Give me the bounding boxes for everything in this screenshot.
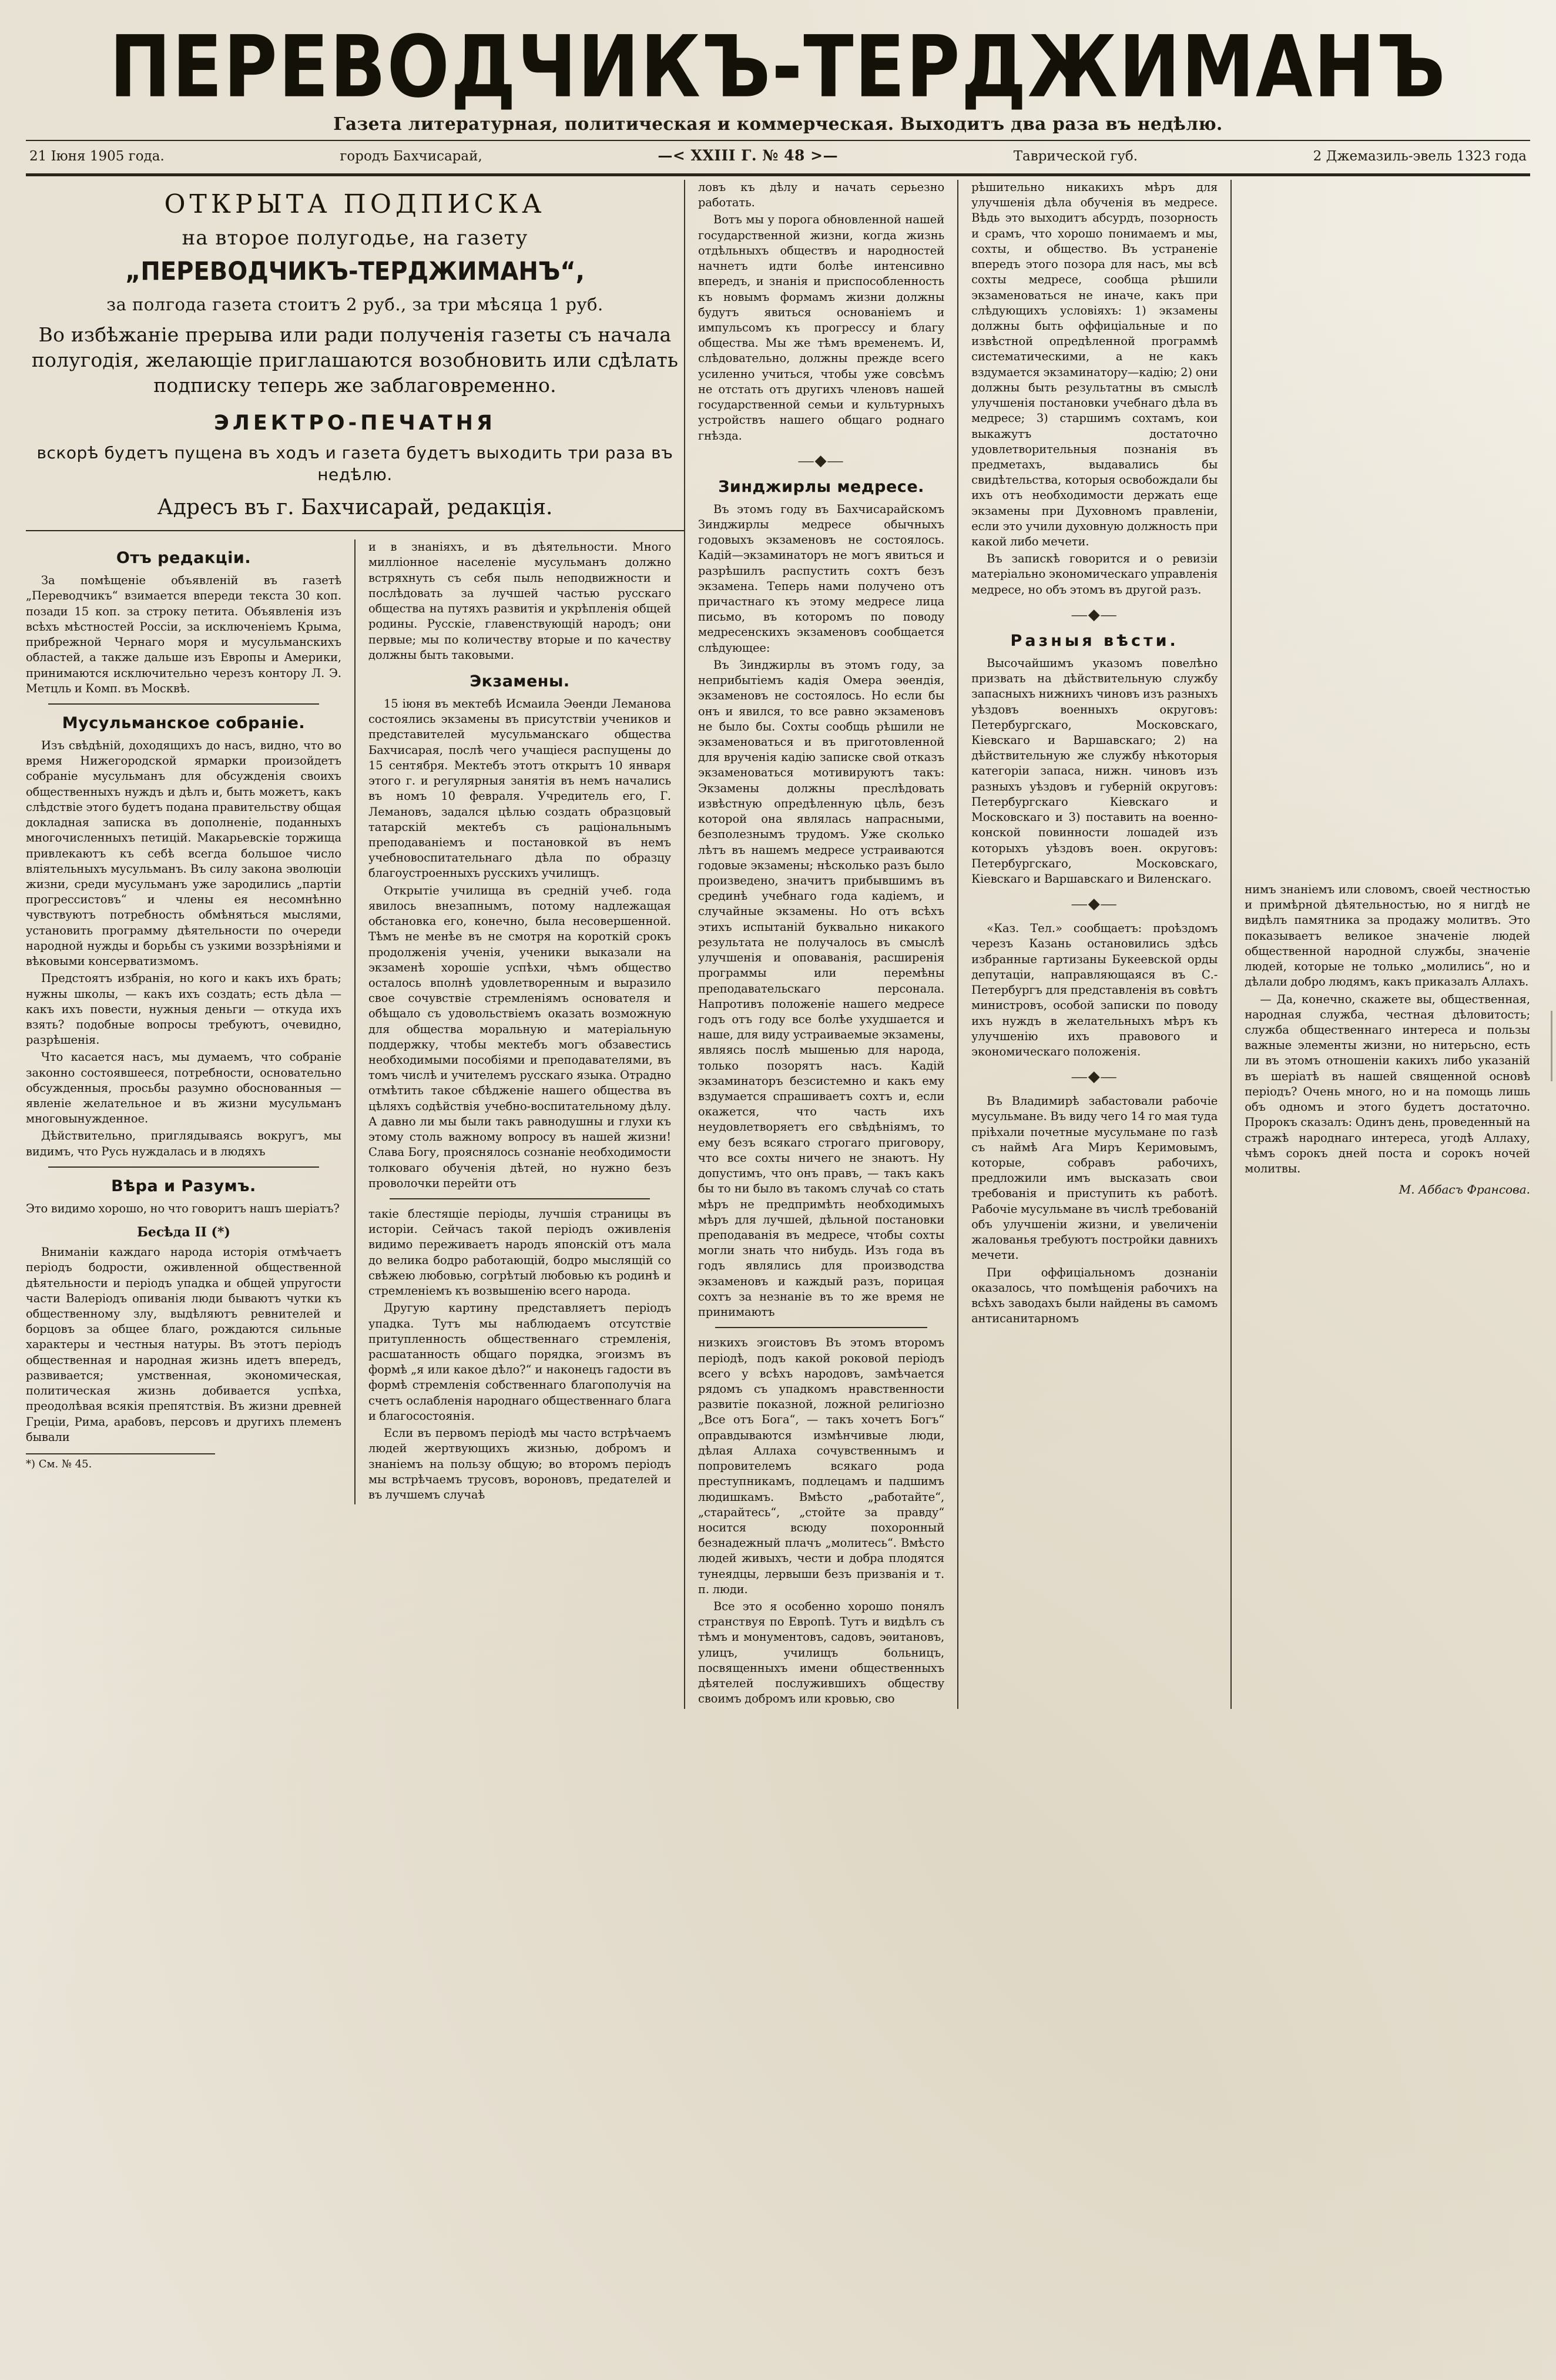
paragraph: и в знаніяхъ, и въ дѣятельности. Много милліонное населеніе мусульманъ должно встряхнуть съ себя пыль неподвижности и послѣдовать за лучшей частью русскаго общества на путяхъ развитія и укрѣпленія общей родины. Русскіе, главенствующій народъ; они первые; мы по количеству вторые и по качеству должны быть таковыми. [368, 540, 671, 662]
banner-bottom-rule [26, 530, 684, 531]
paragraph: За помѣщеніе объявленій въ газетѣ „Переводчикъ“ взимается впереди текста 30 коп. позади 15 коп. за строку петита. Объявленія изъ всѣхъ мѣстностей Россіи, за исключеніемъ Крыма, прибрежной Чернаго моря и мусульманскихъ областей, а также дальше изъ Европы и Америки, принимаются исключительно черезъ контору Л. Э. Метцль и Комп. въ Москвѣ. [26, 574, 341, 695]
paragraph: Вотъ мы у порога обновленной нашей государственной жизни, когда жизнь отдѣльныхъ обществъ и народностей начнетъ идти болѣе интенсивно впередъ, и знанія и приспособленность къ новымъ формамъ жизни должны будутъ явиться основаніемъ и импульсомъ къ прогрессу и благу общества. Мы же тѣмъ временемъ. И, слѣдовательно, должны прежде всего усиленно учиться, чтобы уже совсѣмъ не отстать отъ другихъ членовъ нашей государственной семьи и культурныхъ устройствъ нашего общаго роднаго гнѣзда. [698, 213, 945, 443]
scan-edge-artifact [1551, 1011, 1552, 1081]
left-block [26, 180, 684, 1709]
ornament-divider: —◆— [798, 451, 844, 469]
section-divider [48, 703, 320, 705]
article-signature: М. Аббасъ Франсова. [1399, 1182, 1530, 1197]
banner-paper-name: „ПЕРЕВОДЧИКЪ-ТЕРДЖИМАНЪ“, [125, 257, 585, 286]
paragraph: Дѣйствительно, приглядываясь вокругъ, мы видимъ, что Русь нуждалась и в людяхъ [26, 1129, 341, 1158]
footnote: *) См. № 45. [26, 1453, 215, 1470]
paragraph: Если въ первомъ періодѣ мы часто встрѣчаемъ людей жертвующихъ жизнью, добромъ и знаніемъ на пользу общую; во второмъ періодъ мы встрѣчаемъ трусовъ, вороновъ, предателей и въ лучшемъ случаѣ [368, 1426, 671, 1501]
banner-headline: ОТКРЫТА ПОДПИСКА [164, 189, 546, 219]
column-1 [26, 539, 354, 1504]
banner-body: Во избѣжаніе прерыва или ради полученія газеты съ начала полугодія, желающіе приглашаются возобновить или сдѣлать подписку теперь же заблаговременно. [31, 323, 679, 397]
section-divider [48, 1166, 320, 1168]
heading-faith-and-reason: Вѣра и Разумъ. [111, 1176, 256, 1195]
heading-exams: Экзамены. [470, 672, 570, 691]
masthead [26, 18, 1530, 176]
paragraph: «Каз. Тел.» сообщаетъ: проѣздомъ черезъ Казань остановились здѣсь избранные гартизаны Букеевской орды депутаціи, направляющаяся въ С.-Петербургъ для представленія въ совѣтъ министровъ, особой записки по поводу ихъ нуждъ в желательныхъ мѣръ къ улучшенію ихъ правового и экономическаго положенія. [971, 921, 1218, 1058]
column-4 [958, 180, 1230, 1709]
column-2 [356, 539, 684, 1504]
paragraph: Въ Владимирѣ забастовали рабочіе мусульмане. Въ виду чего 14 го мая туда пріѣхали почетные мусульмане по газѣ съ наймѣ Ага Миръ Керимовымъ, которые, собравъ рабочихъ, предложили имъ высказать свои требованія и приступить къ работѣ. Рабочіе мусульмане въ числѣ требованій объ улучшеніи жизни, и увеличеніи жалованья требуютъ постройки давнихъ мечети. [971, 1094, 1218, 1262]
newspaper-title: ПЕРЕВОДЧИКЪ-ТЕРДЖИМАНЪ [109, 18, 1447, 117]
ornament-divider: —◆— [1071, 605, 1118, 623]
paragraph: Это видимо хорошо, но что говоритъ нашъ шеріатъ? [26, 1201, 340, 1215]
heading-zindjirly-medrese: Зинджирлы медресе. [718, 477, 924, 496]
paragraph: Изъ свѣдѣній, доходящихъ до насъ, видно, что во время Нижегородской ярмарки произойдетъ собраніе мусульманъ для обсужденія своихъ общественныхъ нуждъ и дѣлъ и, быть можетъ, какъ слѣдствіе этого будетъ подана правительству общая докладная записка въ дополненіе, поданныхъ многочисленныхъ петицій. Макарьевскіе торжища привлекаютъ къ себѣ всегда большое число влiятельныхъ мусульманъ. Въ силу закона эволюціи жизни, среди мусульманъ уже зародились „партіи прогрессистовъ“ и члены ея несомнѣнно чувствуютъ потребность обмѣняться мыслями, установить программу дѣятельности по очереди народной нужды и борьбы съ узкими воззрѣніями и вѣковыми консерватизмомъ. [26, 739, 341, 968]
issue-date-left: 21 Іюня 1905 года. [29, 149, 165, 164]
issue-date-right: 2 Джемазиль-эвель 1323 года [1313, 149, 1527, 164]
masthead-info-line [26, 141, 1530, 170]
paragraph: Все это я особенно хорошо понялъ странствуя по Европѣ. Тутъ и видѣлъ съ тѣмъ и монументовъ, садовъ, эѳитановъ, улицъ, училищъ больницъ, посвященныхъ имени общественныхъ дѣятелей послужившихъ обществу своимъ добромъ или кровью, сво [698, 1600, 945, 1706]
paragraph: — Да, конечно, скажете вы, общественная, народная служба, честная дѣловитость; служба общественнаго интереса и пользы важные элементы жизни, но нитерьсно, есть ли въ этомъ отношеніи какихъ либо указаній въ шеріатѣ въ нашей священной основѣ періодъ? Очень много, но и на помощь лишь объ одномъ и этого будетъ достаточно. Пророкъ сказалъ: Одинъ день, проведенный на стражѣ народнаго интереса, угодѣ Аллаху, чѣмъ сорокъ дней поста и сорокъ ночей молитвы. [1245, 992, 1530, 1175]
masthead-rule-bottom [26, 173, 1530, 176]
page-columns [26, 180, 1530, 1709]
paragraph: Другую картину представляетъ періодъ упадка. Тутъ мы наблюдаемъ отсутствіе притупленность общественнаго стремленія, расшатанность общаго порядка, эгоизмъ въ формѣ „я или какое дѣло?“ и наконецъ гадости въ формѣ стремленія собственнаго благополучія на счетъ ослабленія народнаго общественнаго блага и благосостоянія. [368, 1301, 671, 1423]
paragraph: Открытіе училища въ средній учеб. года явилось внезапнымъ, потому надлежащая обстановка его, конечно, была несовершенной. Тѣмъ не менѣе въ не смотря на короткій срокъ продолженія ученія, ученики выказали на экзаменѣ хорошіе успѣхи, чѣмъ общество осталось вполнѣ удовлетворенным и выразило свое сочувствіе стремленіямъ основателя и обѣщало съ удовольствіемъ оказать возможную для общества моральную и матеріальную поддержку, чтобы мектебъ могъ обзавестись необходимыми пособіями и преподавателями, въ томъ числѣ и учителемъ русскаго языка. Отрадно отмѣтить такое сбѣдженіе нашего общества въ цѣляхъ содѣйствія учебно-воспитательному дѣлу. А давно ли мы были такъ равнодушны и глухи къ этому столь важному вопросу въ нашей жизни! Слава Богу, прояснялось сознаніе необходимости толковаго обученія дѣтей, но нужно безъ проволочки перейти отъ [368, 883, 671, 1190]
section-divider [390, 1198, 650, 1199]
heading-various-news: Разныя вѣсти. [1010, 631, 1179, 650]
paragraph: Что касается насъ, мы думаемъ, что собраніе законно состоявшееся, потребности, основательно обсужденныя, просьбы разумно обоснованныя — явленіе желательное и въ жизни мусульманъ многовынужденное. [26, 1050, 341, 1126]
paragraph: нимъ знаніемъ или словомъ, своей честностью и примѣрной дѣятельностью, но я нигдѣ не видѣлъ памятника за продажу молитвъ. Это показываетъ великое значеніе людей общественной народной службы, значеніе людей, которые не только „молились“, но и дѣлали добро людямъ, какъ приказалъ Аллахъ. [1245, 883, 1530, 989]
paragraph: такіе блестящіе періоды, лучшія страницы въ исторіи. Сейчасъ такой періодъ оживленія видимо переживаетъ народъ японскій отъ мала до велика бодро работающій, бодро мыслящій со свѣжею любовью, согрѣтый любовью къ родинѣ и стремленіемъ къ возвышенію всего народа. [368, 1207, 671, 1298]
banner-address: Адресъ въ г. Бахчисарай, редакція. [157, 495, 553, 520]
paragraph: Предстоятъ избранія, но кого и какъ ихъ брать; нужны школы, — какъ ихъ создать; есть дѣла — какъ ихъ повести, нужныя деньги — откуда ихъ взять? подобные вопросы требуютъ, очевидно, разрѣшенія. [26, 971, 341, 1047]
paragraph: Въ Зинджирлы въ этомъ году, за неприбытіемъ кадія Омера эѳендія, экзаменовъ не состоялось. Но если бы онъ и явился, то все равно экзаменовъ не было бы. Сохты сообщь рѣшили не экзаменоваться и въ приготовленной для врученія кадію записке свой отказъ экзаменоваться мотивируютъ такъ: Экзамены должны преслѣдовать извѣстную опредѣленную цѣль, безъ которой она являлась напрасными, безполезнымъ трудомъ. Уже сколько лѣтъ въ нашемъ медресе устраиваются годовые экзамены; нѣсколько разъ было произведено, значитъ прибывшимъ въ срединѣ учебнаго года кадіемъ, и случайные экзамены. Но отъ всѣхъ этихъ испытаній буквально никакого результата не получалось въ смыслѣ улучшенія и оповаванія, расширенія программы или перемѣны преподавательскаго персонала. Напротивъ положеніе нашего медресе годъ отъ году все болѣе ухудшается и наше, для виду устраиваемые экзамены, являясь послѣ мышенью для народа, только позорятъ насъ. Кадій экзаминаторъ безсистемно и какъ ему вздумается спрашиваетъ сохтъ и, если окажется, что часть ихъ неудовлетворяетъ его свѣдѣніямъ, то ему безъ всякаго строгаго приговору, что все сохты ничего не знаютъ. Ну допустимъ, что онъ правъ, — такъ какъ бы то ни было въ такомъ случаѣ со стать мѣръ не предпримѣть необходимыхъ мѣръ для лучшей, дѣльной постановки преподаванія въ медресе, чтобы сохты могли знать что нибудь. Изъ года въ годъ являлись для производства экзаменовъ и каждый разъ, порицая сохтъ за незнаніе въ то же время не принимаютъ [698, 658, 945, 1319]
paragraph: Въ запискѣ говорится и о ревизіи матеріально экономическаго управленія медресе, но объ этомъ въ другой разъ. [971, 552, 1218, 596]
section-divider [715, 1327, 927, 1328]
ornament-divider: —◆— [1071, 895, 1118, 913]
paragraph: Высочайшимъ указомъ повелѣно призвать на дѣйствительную службу запасныхъ нижнихъ чиновъ изъ разныхъ уѣздовъ военныхъ округовъ: Петербургскаго, Московскаго, Кіевскаго и Варшавскаго; 2) на дѣйствительную же службу нѣкоторыя категоріи запаса, нижн. чиновъ изъ разныхъ уѣздовъ и губерній округовъ: Петербургскаго Кіевскаго и Московскаго и 3) поставить на военно-конской повинности лошадей изъ которыхъ уѣздовъ воен. округовъ: Петербургскаго, Московскаго, Кіевскаго и Варшавскаго и Виленскаго. [971, 656, 1218, 886]
ornament-divider: —◆— [1071, 1068, 1118, 1085]
banner-press-headline: ЭЛЕКТРО-ПЕЧАТНЯ [214, 411, 496, 435]
paragraph: При оффиціальномъ дознаніи оказалось, что помѣщенія рабочихъ на всѣхъ заводахъ были найдены въ самомъ антисанитарномъ [971, 1265, 1218, 1326]
column-5-spacer [1245, 180, 1530, 882]
heading-editorial: Отъ редакціи. [116, 549, 251, 568]
paragraph: рѣшительно никакихъ мѣръ для улучшенія дѣла обученія въ медресе. Вѣдь это выходитъ абсурдъ, позорность и срамъ, что хорошо понимаемъ и мы, сохты, и общество. Въ устраненіе впередъ этого позора для насъ, мы всѣ сохты медресе, сообща рѣшили экзаменоваться не иначе, какъ при слѣдующихъ условіяхъ: 1) экзамены должны быть оффиціальные и по извѣстной опредѣленной программѣ систематическими, а не какъ вздумается экзаминатору—кадію; 2) они должны быть результатны въ смыслѣ улучшенія постановки учебнаго дѣла въ медресе; 3) старшимъ сохтамъ, кои выкажутъ достаточно удовлетворительныя познанія въ предметахъ, выдавались бы свидѣтельства, которыя освобождали бы ихъ отъ необходимости держать еще экзамены при Духовномъ правленіи, если это учили духовную должность при какой либо мечети. [971, 180, 1218, 549]
paragraph: низкихъ эгоистовъ Въ этомъ второмъ періодѣ, подъ какой роковой періодъ всего у всѣхъ народовъ, замѣчается рядомъ съ упадкомъ нравственности развитіе показной, ложной религіозно „Все отъ Бога“, — такъ хочетъ Богъ“ оправдываются измѣнчивые люди, дѣлая Аллаха сочувственнымъ и попровителемъ всякаго рода преступникамъ, подлецамъ и падшимъ людишкамъ. Вмѣсто „работайте“, „старайтесь“, „стойте за правду“ носится всюду похоронный безнадежный плачъ „молитесь“. Вмѣсто людей живыхъ, чести и добра плодятся тунеядцы, лервыши безъ призванія и т. п. люди. [698, 1336, 945, 1596]
issue-number: —< XXIII Г. № 48 >— [658, 147, 839, 164]
subscription-banner [26, 180, 684, 525]
paragraph: 15 іюня въ мектебѣ Исмаила Эѳенди Леманова состоялись экзамены въ присутствіи учеников и представителей мусульманскаго общества Бахчисарая, послѣ чего учащіеся распущены до 15 сентября. Мектебъ этотъ открытъ 10 января этого г. и регулярныя занятія въ немъ начались въ номъ 10 февраля. Учредитель его, Г. Лемановъ, задался цѣлью создать образцовый татарскій мектебъ съ раціональнымъ преподаваніемъ и постановкой въ немъ учебновоспитательнаго дѣла по образцу благоустроенныхъ русскихъ училищъ. [368, 697, 671, 880]
newspaper-subtitle: Газета литературная, политическая и коммерческая. Выходитъ два раза въ недѣлю. [333, 113, 1223, 134]
banner-press-body: вскорѣ будетъ пущена въ ходъ и газета будетъ выходить три раза въ недѣлю. [36, 443, 673, 485]
left-subcolumns [26, 539, 684, 1504]
paragraph: ловъ къ дѣлу и начать серьезно работать. [698, 180, 945, 210]
issue-city: городъ Бахчисарай, [340, 149, 482, 164]
banner-subhead: на второе полугодье, на газету [182, 226, 528, 250]
banner-price: за полгода газета стоитъ 2 руб., за три мѣсяца 1 руб. [106, 294, 603, 314]
column-3 [685, 180, 957, 1709]
issue-province: Таврической губ. [1013, 149, 1138, 164]
paragraph: Въ этомъ году въ Бахчисарайскомъ Зинджирлы медресе обычныхъ годовыхъ экзаменовъ не состоялось. Кадій—экзаминаторъ не могъ явиться и разрѣшилъ распустить сохтъ безъ экзамена. Теперь нами получено отъ причастнаго къ этому медресе лица письмо, въ которомъ по поводу медресенскихъ экзаменовъ сообщается слѣдующее: [698, 502, 945, 655]
heading-muslim-assembly: Мусульманское собраніе. [62, 714, 306, 733]
heading-besada: Бесѣда II (*) [137, 1225, 230, 1241]
column-5 [1232, 180, 1530, 1709]
paragraph: Вниманіи каждаго народа исторія отмѣчаетъ періодъ бодрости, оживленной общественной дѣятельности и періодъ упадка и общей упругости части Валерiодъ опиванiя люди бываютъ чутки къ общественному злу, выдѣляютъ ревнителей и борцовъ за общее благо, рождаются сильные характеры и честныя натуры. Въ этотъ періодъ общественная и народная жизнь идетъ впередъ, развивается; умственная, экономическая, политическая жизнь добивается успѣха, преодолѣвая всякія препятствія. Въ жизни древней Греціи, Рима, арабовъ, персовъ и другихъ племенъ бывали [26, 1245, 341, 1444]
